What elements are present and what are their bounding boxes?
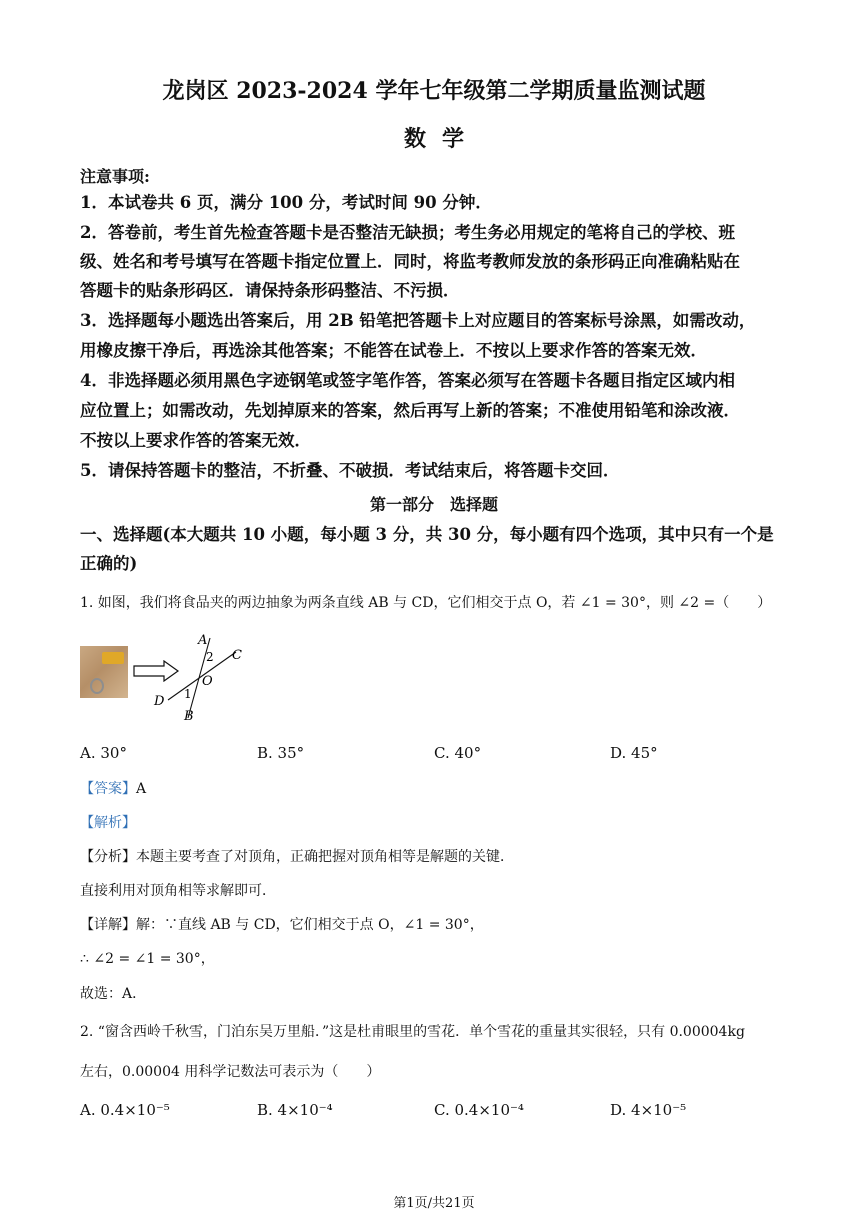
angle-2-label: 2 <box>206 650 214 664</box>
detail-text: 解：∵直线 AB 与 CD，它们相交于点 O，∠1 = 30°， <box>136 917 484 933</box>
q2-option-b: B. 4×10⁻⁴ <box>257 1101 333 1119</box>
q1-option-b: B. 35° <box>257 744 305 762</box>
q1-option-a: A. 30° <box>80 744 127 762</box>
q2-option-a: A. 0.4×10⁻⁵ <box>80 1101 170 1119</box>
q1-stem: 1. 如图，我们将食品夹的两边抽象为两条直线 AB 与 CD，它们相交于点 O，若 ∠1 = 30°，则 ∠2 =（ ） <box>80 595 772 611</box>
section-heading: 一、选择题(本大题共 10 小题，每小题 3 分，共 30 分，每小题有四个选项，其中只有一个是 <box>80 525 774 544</box>
note-line: 答题卡的贴条形码区．请保持条形码整洁、不污损． <box>80 281 460 300</box>
notes-heading: 注意事项: <box>80 167 150 186</box>
therefore-text: ∴ ∠2 = ∠1 = 30°， <box>80 951 215 967</box>
q1-option-d: D. 45° <box>610 744 658 762</box>
q2-stem-line1: 2. “窗含西岭千秋雪，门泊东吴万里船．”这是杜甫眼里的雪花．单个雪花的重量其实很轻，只有 0.00004kg <box>80 1024 745 1040</box>
document-title: 龙岗区 2023-2024 学年七年级第二学期质量监测试题 <box>162 78 706 104</box>
note-line: 应位置上；如需改动，先划掉原来的答案，然后再写上新的答案；不准使用铅笔和涂改液． <box>80 401 740 420</box>
label-a: A <box>198 633 208 648</box>
label-o: O <box>202 674 213 689</box>
note-line: 级、姓名和考号填写在答题卡指定位置上．同时，将监考教师发放的条形码正向准确粘贴在 <box>80 252 740 271</box>
section-heading-cont: 正确的) <box>80 554 138 573</box>
page-footer: 第1页/共21页 <box>393 1196 475 1211</box>
detail-tag: 【详解】 <box>80 917 136 933</box>
answer-value: A <box>136 781 147 797</box>
label-d: D <box>154 694 165 709</box>
fenxi-text: 本题主要考查了对顶角，正确把握对顶角相等是解题的关键． <box>136 849 514 865</box>
q2-option-c: C. 0.4×10⁻⁴ <box>434 1101 524 1119</box>
analysis-tag: 【解析】 <box>80 815 136 831</box>
choose-text: 故选：A． <box>80 986 147 1002</box>
note-line: 3．选择题每小题选出答案后，用 2B 铅笔把答题卡上对应题目的答案标号涂黑，如需改动， <box>80 311 756 330</box>
note-line: 2．答卷前，考生首先检查答题卡是否整洁无缺损；考生务必用规定的笔将自己的学校、班 <box>80 223 735 242</box>
subject-title: 数学 <box>403 126 480 152</box>
intersecting-lines-figure <box>150 628 260 724</box>
answer-tag: 【答案】 <box>80 781 136 797</box>
note-line: 不按以上要求作答的答案无效． <box>80 431 311 450</box>
note-line: 用橡皮擦干净后，再选涂其他答案；不能答在试卷上．不按以上要求作答的答案无效． <box>80 341 707 360</box>
note-line: 1．本试卷共 6 页，满分 100 分，考试时间 90 分钟． <box>80 193 492 212</box>
direct-solve-text: 直接利用对顶角相等求解即可． <box>80 883 276 899</box>
label-b: B <box>184 709 194 724</box>
q1-option-c: C. 40° <box>434 744 482 762</box>
note-line: 5．请保持答题卡的整洁，不折叠、不破损．考试结束后，将答题卡交回． <box>80 461 620 480</box>
label-c: C <box>232 648 242 663</box>
part-heading: 第一部分 选择题 <box>369 495 498 514</box>
fenxi-tag: 【分析】 <box>80 849 136 865</box>
q2-stem-line2: 左右，0.00004 用科学记数法可表示为（ ） <box>80 1064 381 1080</box>
q2-option-d: D. 4×10⁻⁵ <box>610 1101 687 1119</box>
clip-head-icon <box>102 652 124 664</box>
clip-hook-icon <box>90 678 104 694</box>
angle-1-label: 1 <box>184 687 192 701</box>
note-line: 4．非选择题必须用黑色字迹钢笔或签字笔作答，答案必须写在答题卡各题目指定区域内相 <box>80 371 735 390</box>
food-clip-photo <box>80 646 128 698</box>
